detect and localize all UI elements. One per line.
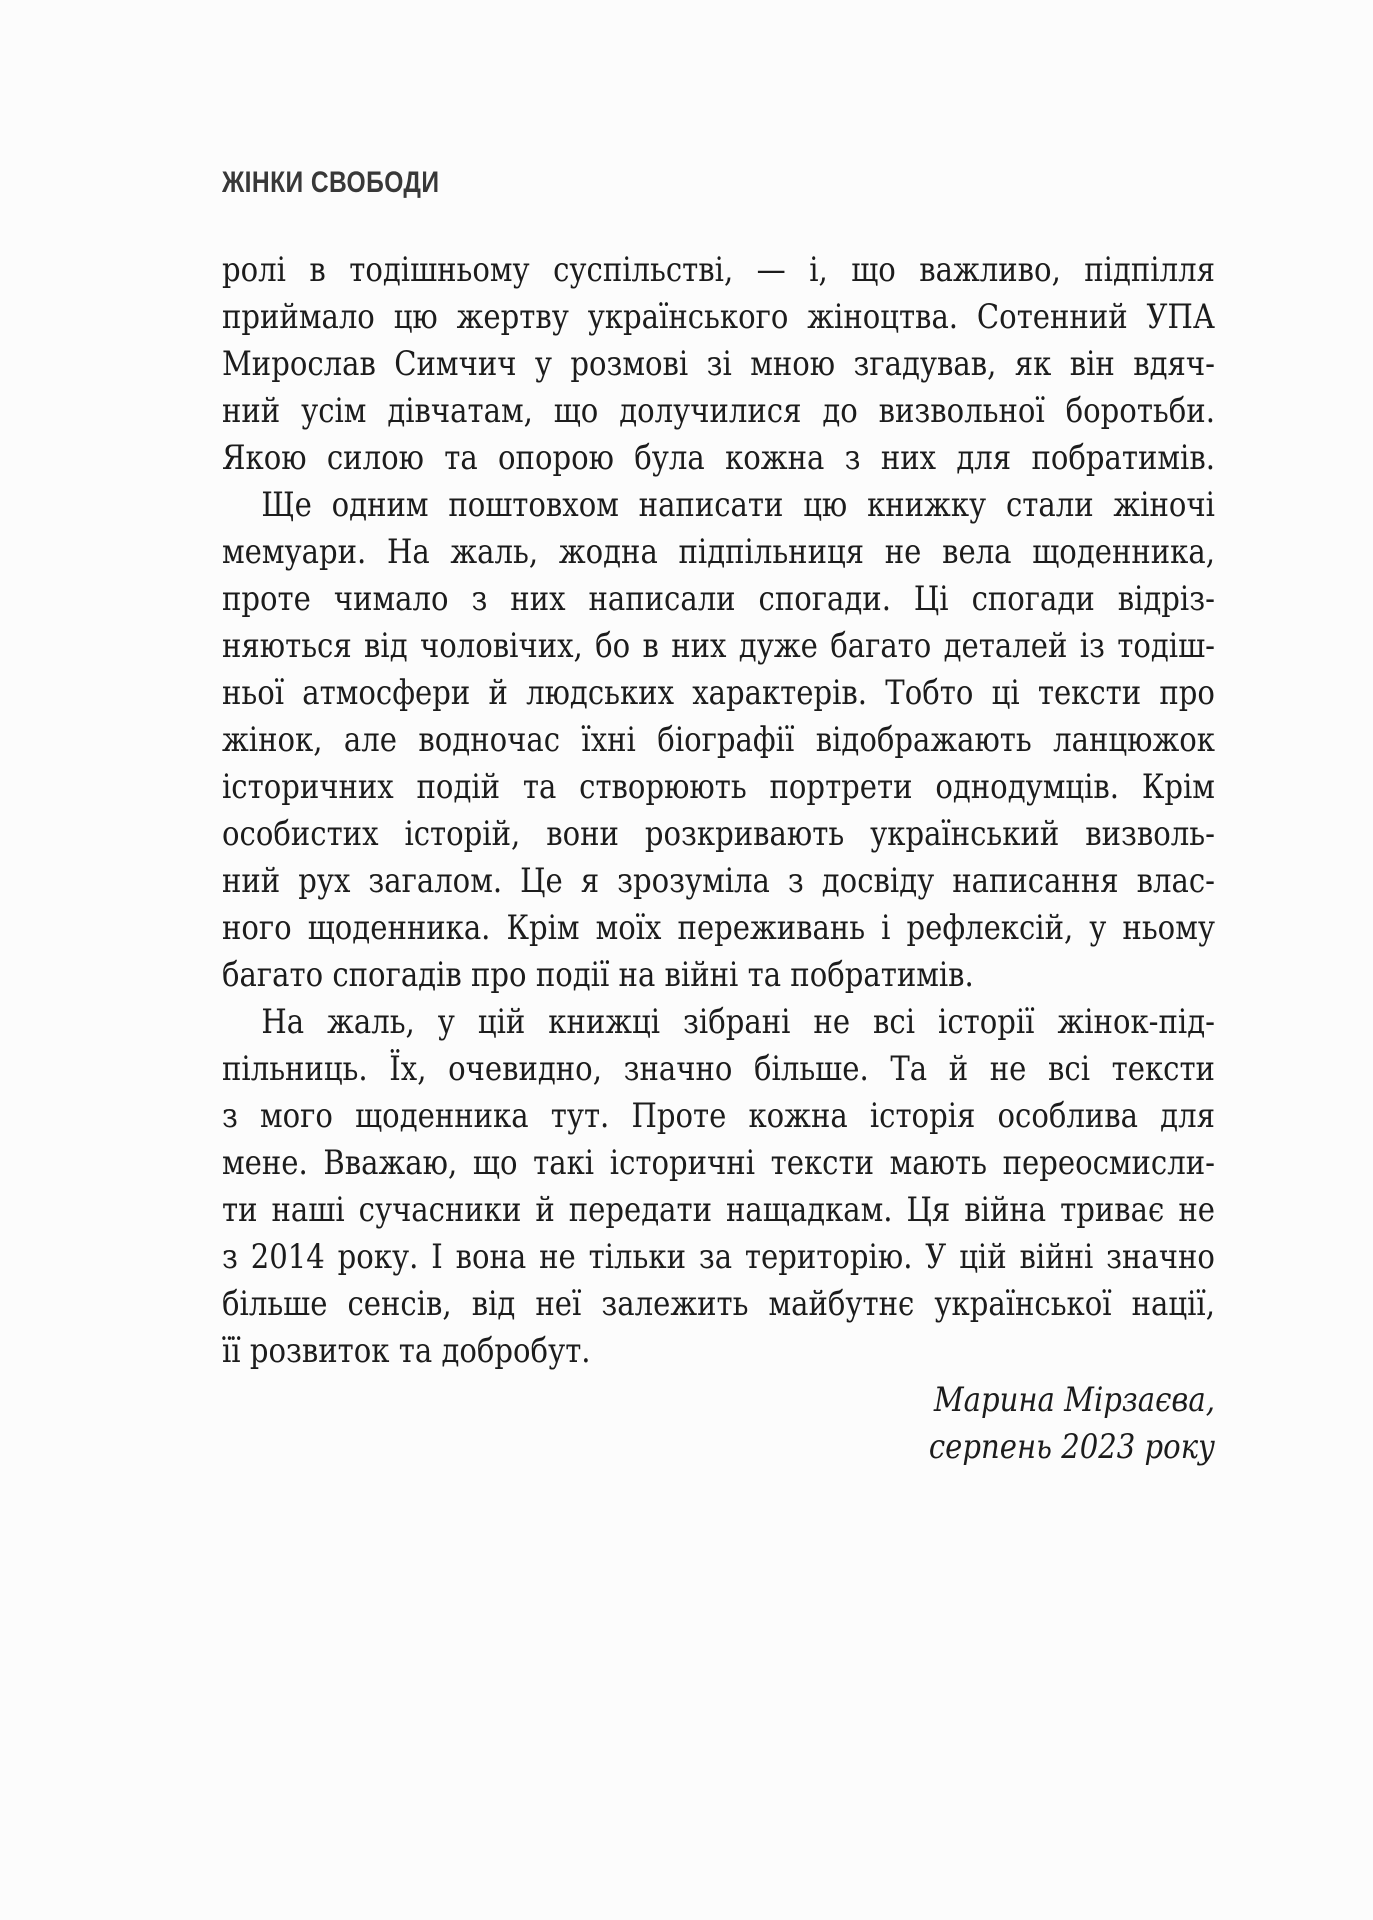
text-line: більше сенсів, від неї залежить майбутнє української нації, xyxy=(222,1284,1215,1324)
text-line: ний усім дівчатам, що долучилися до визвольної боротьби. xyxy=(222,391,1215,431)
text-line: ньої атмосфери й людських характерів. Тобто ці тексти про xyxy=(222,673,1215,713)
text-line: няються від чоловічих, бо в них дуже багато деталей із тодіш- xyxy=(222,626,1215,666)
text-line: з 2014 року. І вона не тільки за територію. У цій війні значно xyxy=(222,1237,1215,1277)
text-line: ти наші сучасники й передати нащадкам. Ця війна триває не xyxy=(222,1190,1215,1230)
text-line: Якою силою та опорою була кожна з них для побратимів. xyxy=(222,438,1215,478)
text-line: пільниць. Їх, очевидно, значно більше. Та й не всі тексти xyxy=(222,1049,1215,1089)
signature-block xyxy=(222,1377,1215,1471)
text-line: з мого щоденника тут. Проте кожна історія особлива для xyxy=(222,1096,1215,1136)
text-line: її розвиток та добробут. xyxy=(222,1331,591,1371)
page-text xyxy=(222,247,1215,1471)
text-line: особистих історій, вони розкривають український визволь- xyxy=(222,814,1215,854)
text-line: проте чимало з них написали спогади. Ці спогади відріз- xyxy=(222,579,1215,619)
text-line: історичних подій та створюють портрети однодумців. Крім xyxy=(222,767,1215,807)
text-line: ного щоденника. Крім моїх переживань і рефлексій, у ньому xyxy=(222,908,1215,948)
text-line: приймало цю жертву українського жіноцтва. Сотенний УПА xyxy=(222,297,1215,337)
signature-date: серпень 2023 року xyxy=(928,1427,1215,1467)
text-line: мемуари. На жаль, жодна підпільниця не вела щоденника, xyxy=(222,532,1215,572)
text-line: ролі в тодішньому суспільстві, — і, що важливо, підпілля xyxy=(222,250,1215,290)
text-line: На жаль, у цій книжці зібрані не всі історії жінок-під- xyxy=(261,1002,1215,1042)
running-header: ЖІНКИ СВОБОДИ xyxy=(222,166,440,199)
text-line: мене. Вважаю, що такі історичні тексти мають переосмисли- xyxy=(222,1143,1215,1183)
signature-author: Марина Мірзаєва, xyxy=(933,1380,1215,1420)
text-line: Ще одним поштовхом написати цю книжку стали жіночі xyxy=(261,485,1215,525)
text-line: багато спогадів про події на війні та побратимів. xyxy=(222,955,974,995)
text-line: Мирослав Симчич у розмові зі мною згадував, як він вдяч- xyxy=(222,344,1215,384)
text-line: жінок, але водночас їхні біографії відображають ланцюжок xyxy=(222,720,1215,760)
text-line: ний рух загалом. Це я зрозуміла з досвіду написання влас- xyxy=(222,861,1215,901)
